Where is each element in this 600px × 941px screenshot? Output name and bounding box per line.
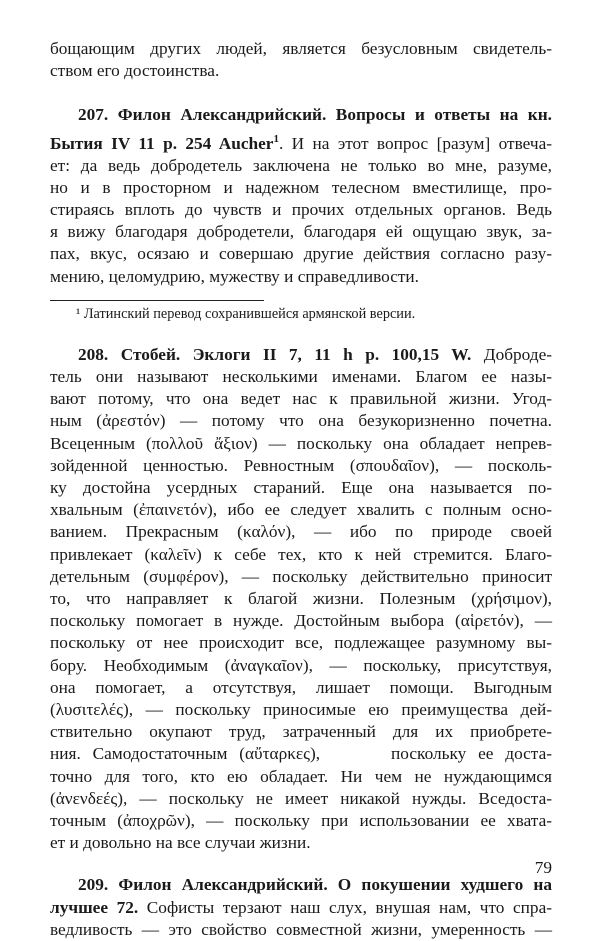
text-line: зойденной ценностью. Ревностным (σπουδαῖον), — посколь- [50, 455, 552, 475]
section-209-heading: 209. Филон Александрийский. О покушении худшего на [78, 875, 552, 895]
text-line: ным (ἀρεστόν) — потому что она безукоризненно почетна. [50, 411, 552, 431]
top-fragment [50, 38, 552, 82]
text-line: вают потому, что она ведет нас к правильной жизни. Угод- [50, 389, 552, 409]
text-line: бощающим других людей, является безусловным свидетель- [50, 39, 552, 58]
section-207-heading: 207. Филон Александрийский. Вопросы и ответы на кн. [78, 105, 552, 125]
text-line: стираясь вплоть до чувств и прочих отдельных органов. Ведь [50, 199, 552, 219]
text-line: поскольку от нее происходит все, подлежащее разумному вы- [50, 633, 552, 653]
text-line: точно для того, кто ею обладает. Ни чем не нуждающимся [50, 766, 552, 786]
text-line: я вижу благодаря добродетели, благодаря ей ощущаю звук, за- [50, 222, 552, 242]
text-line: ством его достоинства. [50, 61, 220, 81]
text-line: ет и довольно на все случаи жизни. [50, 833, 311, 853]
text-line: пах, вкус, осязаю и совершаю другие действия согласно разу- [50, 244, 552, 264]
section-207-heading-cont: Бытия IV 11 p. 254 Aucher [50, 133, 274, 153]
footnote-marker: 1 [273, 132, 279, 145]
text-line: ванием. Прекрасным (καλόν), — ибо по природе своей [50, 522, 552, 542]
text-line: мению, целомудрию, мужеству и справедливости. [50, 266, 420, 286]
text-line: она помогает, а отсутствуя, лишает помощи. Выгодным [50, 677, 552, 697]
text-line: ку достойна усердных стараний. Еще она называется по- [50, 478, 552, 498]
text-line: ствительно окупают труд, затраченный для их приобрете- [50, 722, 552, 742]
text-line: (ἀνενδεές), — поскольку не имеет никакой нужды. Вседоста- [50, 788, 552, 808]
text-line: детельным (συμφέρον), — поскольку действительно приносит [50, 566, 552, 586]
section-209-heading-cont: лучшее 72. [50, 897, 139, 917]
section-208 [50, 344, 552, 855]
section-207 [50, 104, 552, 287]
text-line: лучшее 72. Софисты терзают наш слух, внушая нам, что спра- [50, 897, 552, 917]
text-line: ведливость — это свойство совместной жизни, умеренность — [50, 919, 552, 939]
text-line: ния. Самодостаточным (αὔταρκες), поскольку ее доста- [50, 744, 552, 764]
section-209 [50, 874, 552, 941]
page-number: 79 [534, 858, 552, 877]
text-line: ет: да ведь добродетель заключена не только во мне, разуме, [50, 155, 552, 175]
page-body [50, 38, 552, 941]
text-line: точным (ἀποχρῶν), — поскольку при использовании ее хвата- [50, 811, 552, 831]
section-208-heading: 208. Стобей. Эклоги II 7, 11 h p. 100,15 W. [78, 344, 472, 364]
text-line: то, что направляет к благой жизни. Полезным (χρήσιμον), [50, 589, 552, 609]
footnote: ¹ Латинский перевод сохранившейся армянской версии. [76, 305, 416, 322]
text-line: Бытия IV 11 p. 254 Aucher$^1$. И на этот вопрос [разум] отвеча- [50, 132, 552, 153]
text-line: (λυσιτελές), — поскольку приносимые ею преимущества дей- [50, 700, 552, 720]
text-line: хвальным (ἐπαινετόν), ибо ее следует хвалить с полным осно- [50, 500, 552, 520]
footnote-divider [50, 300, 264, 301]
text-line: привлекает (καλεῖν) к себе тех, кто к ней стремится. Благо- [50, 544, 552, 564]
text-line: но и в просторном и надежном телесном вместилище, про- [50, 177, 552, 197]
text-line: Всеценным (πολλοῦ ἄξιον) — поскольку она обладает непрев- [50, 433, 552, 453]
text-line: тель они называют несколькими именами. Благом ее назы- [50, 367, 552, 386]
text-line: бору. Необходимым (ἀναγκαῖον), — поскольку, присутствуя, [50, 655, 552, 675]
text-line: 208. Стобей. Эклоги II 7, 11 h p. 100,15 W. Доброде- [78, 344, 553, 364]
text-line: поскольку помогает в нужде. Достойным выбора (αἱρετόν), — [50, 611, 552, 631]
